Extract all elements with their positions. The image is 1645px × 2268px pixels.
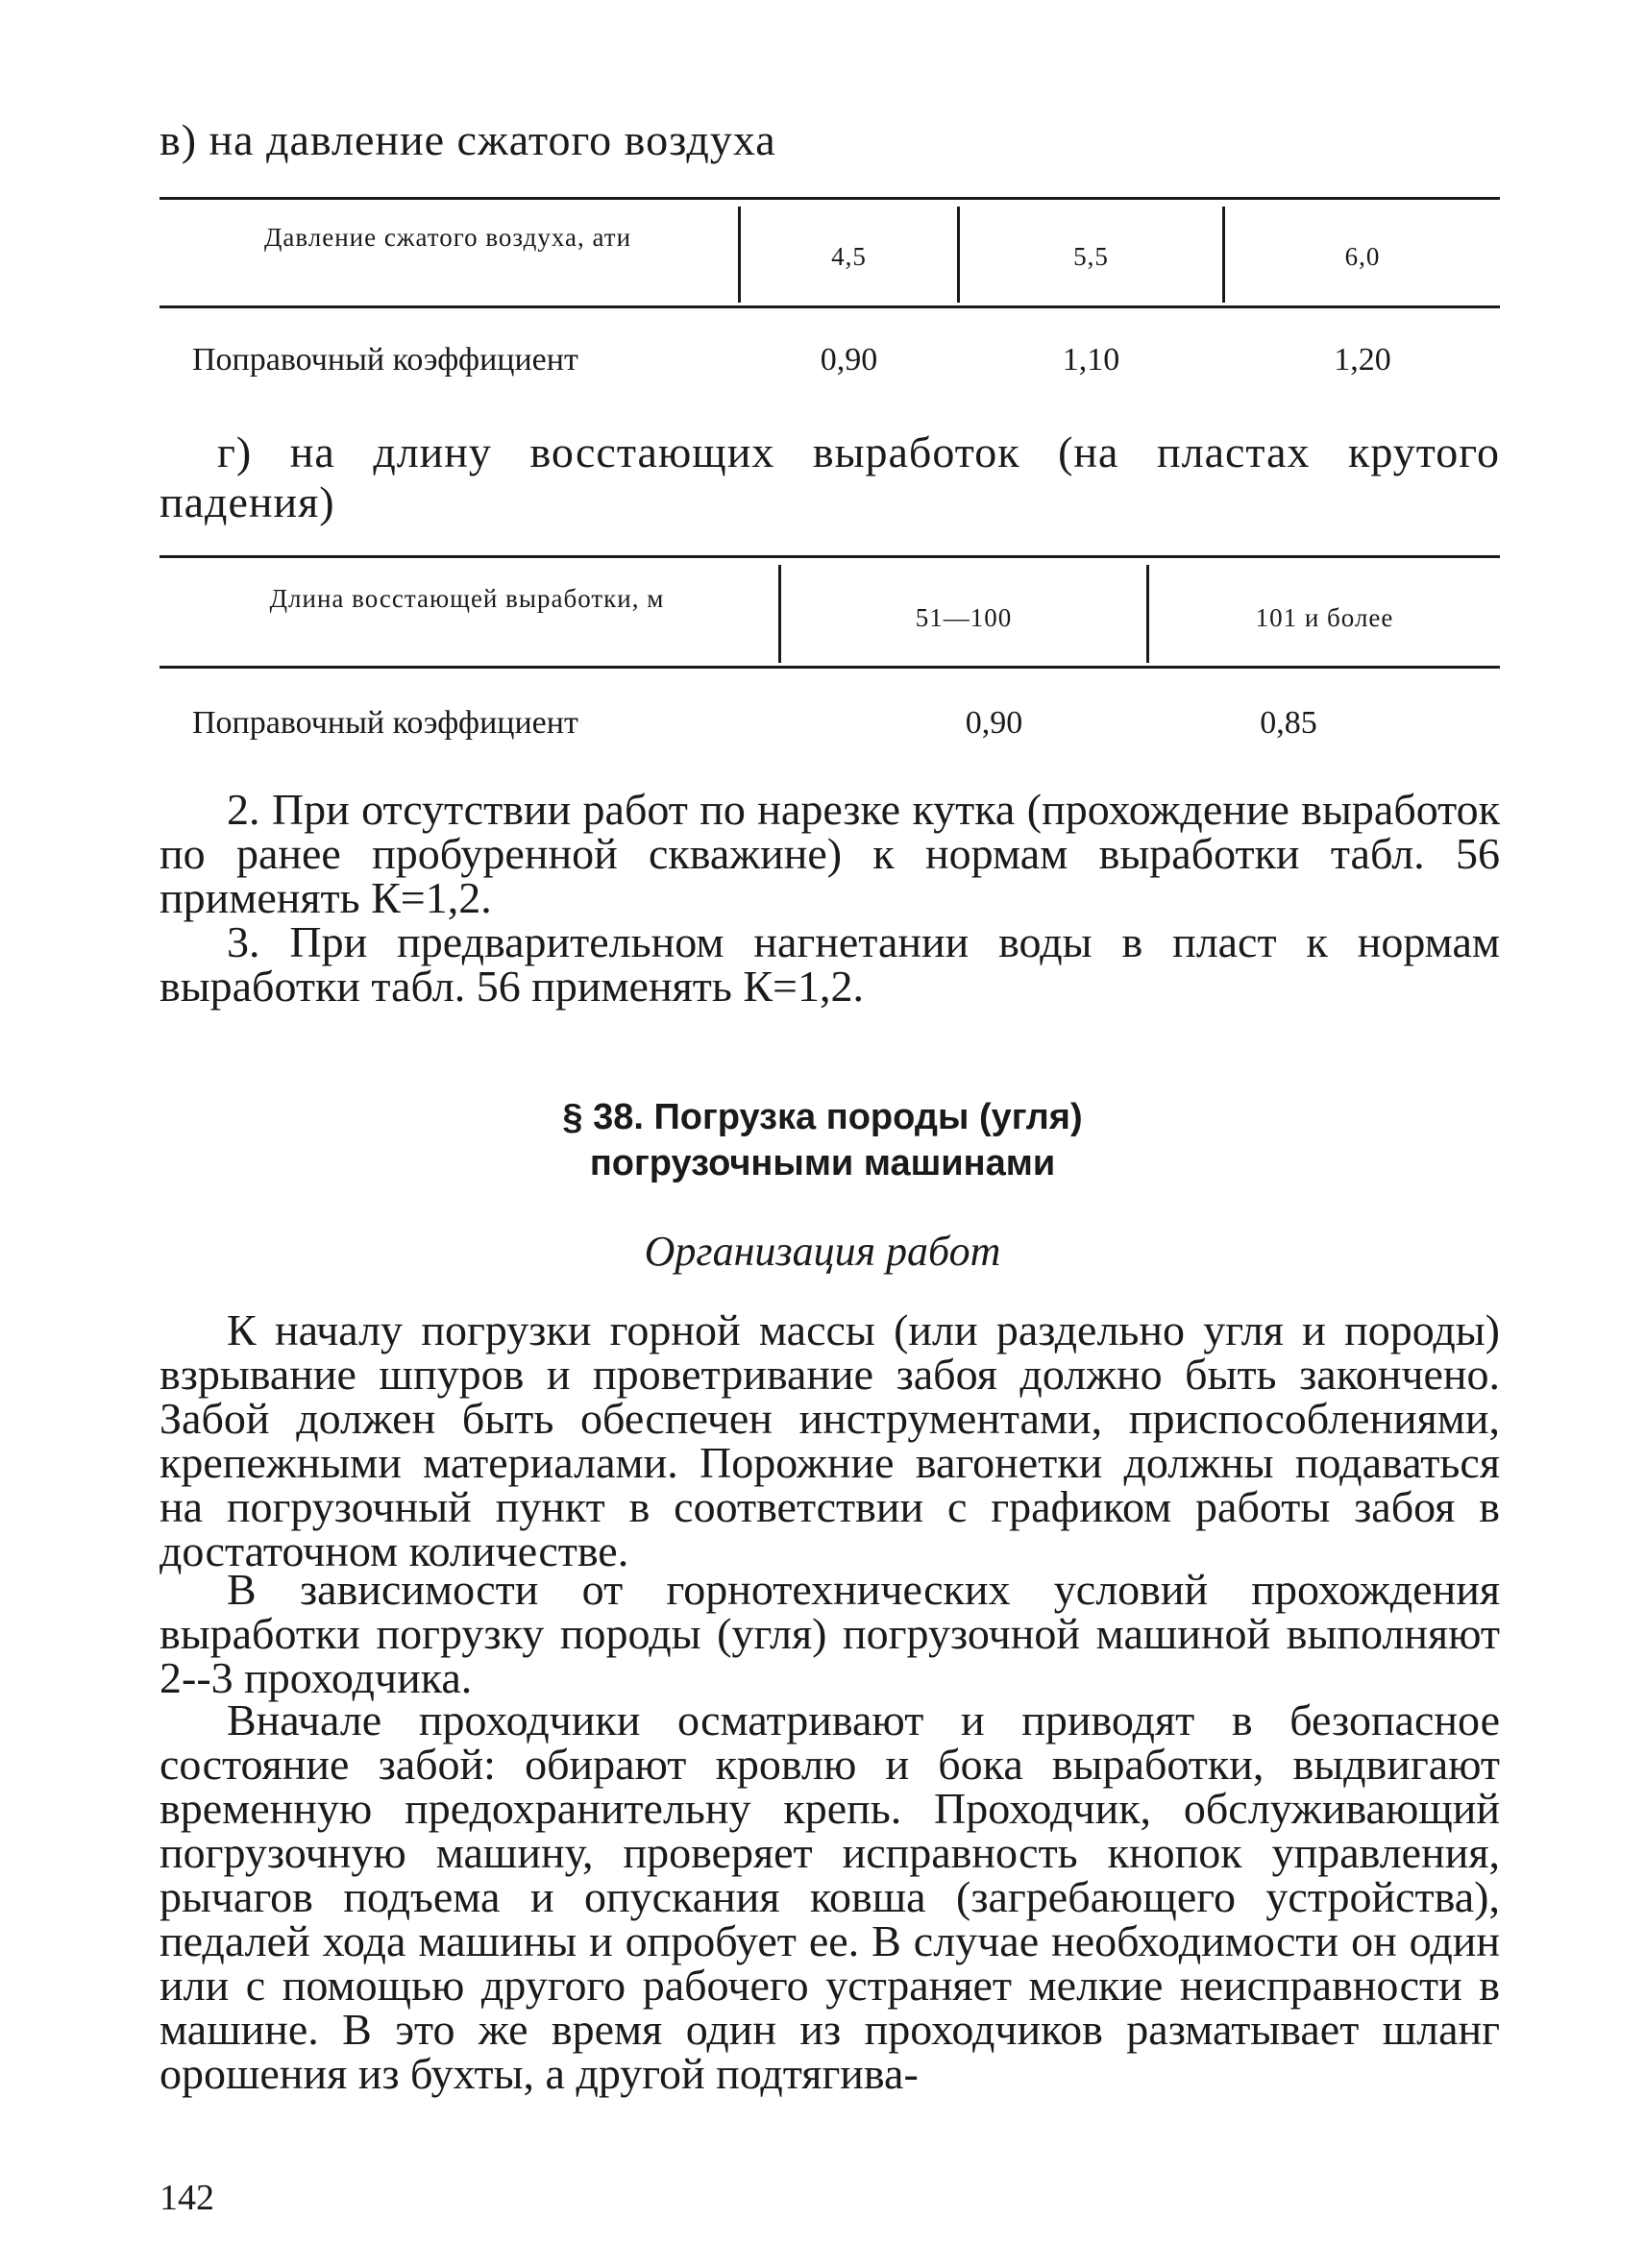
- note-3: 3. При предварительном нагнетании воды в пласт к нормам выработки табл. 56 применять К=1,2.: [160, 917, 1500, 1011]
- table1-value-3: 1,20: [1334, 342, 1391, 378]
- table2-top-rule: [160, 555, 1500, 558]
- table1-header-label: Давление сжатого воздуха, ати: [263, 223, 632, 252]
- table1-header-rule: [160, 305, 1500, 308]
- subsection-g-heading: г) на длину восстающих выработок (на пластах крутого падения): [160, 427, 1500, 526]
- table2-value-2: 0,85: [1260, 705, 1317, 741]
- table1-value-1: 0,90: [820, 342, 878, 378]
- section-subtitle: Организация работ: [644, 1228, 1001, 1275]
- table2-value-1: 0,90: [965, 705, 1023, 741]
- paragraph-1: К началу погрузки горной массы (или раздельно угля и породы) взрывание шпуров и проветривание забоя должно быть закончено. Забой должен быть обеспечен инструментами, приспособлениями, крепежными материалами. Порожние вагонетки должны подаваться на погрузочный пункт в соответствии с графиком работы забоя в достаточном количестве.: [160, 1305, 1500, 1575]
- table1-col-3: 6,0: [1344, 242, 1381, 271]
- paragraph-3: Вначале проходчики осматривают и приводят в безопасное состояние забой: обирают кровлю и бока выработки, выдвигают временную предохранительну крепь. Проходчик, обслуживающий погрузочную машину, проверяет исправность кнопок управления, рычагов подъема и опускания ковша (загребающего устройства), педалей хода машины и опробует ее. В случае необходимости он один или с помощью другого рабочего устраняет мелкие неисправности в машине. В это же время один из проходчиков разматывает шланг орошения из бухты, а другой подтягива-: [160, 1695, 1500, 2098]
- table1-top-rule: [160, 197, 1500, 200]
- table1-value-2: 1,10: [1062, 342, 1120, 378]
- note-2: 2. При отсутствии работ по нарезке кутка (прохождение выработок по ранее пробуренной скважине) к нормам выработки табл. 56 применять К=1,2.: [160, 785, 1500, 922]
- section-title-line1: § 38. Погрузка породы (угля): [562, 1097, 1083, 1137]
- table2-header-rule: [160, 666, 1500, 669]
- table1-row-label: Поправочный коэффициент: [192, 342, 578, 378]
- table1-col-2: 5,5: [1073, 242, 1109, 271]
- section-title-line2: погрузочными машинами: [589, 1143, 1056, 1183]
- table2-col-2: 101 и более: [1255, 603, 1394, 632]
- subsection-v-heading: в) на давление сжатого воздуха: [160, 115, 776, 164]
- table2-header-label: Длина восстающей выработки, м: [269, 584, 665, 613]
- table2-row-label: Поправочный коэффициент: [192, 705, 578, 741]
- table2-col-1: 51—100: [915, 603, 1013, 632]
- paragraph-2: В зависимости от горнотехнических условий прохождения выработки погрузку породы (угля) погрузочной машиной выполняют 2--3 проходчика.: [160, 1565, 1500, 1702]
- page-number: 142: [160, 2178, 214, 2218]
- table1-col-1: 4,5: [831, 242, 867, 271]
